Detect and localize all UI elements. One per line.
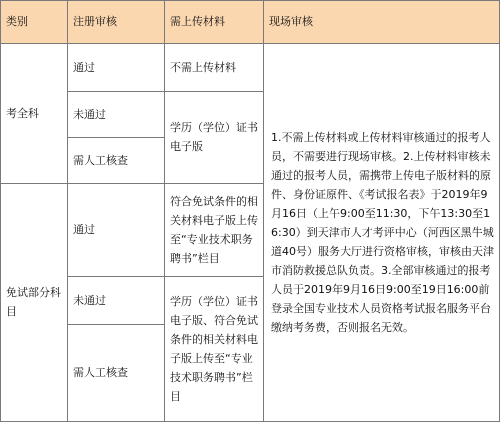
grid-line [67, 0, 68, 422]
grid-line [0, 183, 263, 184]
category-full-subjects: 考全科 [6, 106, 39, 120]
grid-line [164, 0, 165, 422]
grid-line [263, 0, 264, 422]
review-pass: 通过 [73, 60, 95, 74]
header-category: 类别 [6, 15, 28, 28]
grid-line [67, 276, 263, 277]
category-partial-exemption: 免试部分科目 [6, 286, 61, 318]
review-manual-check: 需人工核查 [73, 366, 128, 379]
material-degree-and-exemption-docs: 学历（学位）证书电子版、符合免试条件的相关材料电子版上传至“专业技术职务聘书”栏目 [170, 294, 258, 403]
material-none: 不需上传材料 [170, 60, 236, 74]
grid-line [0, 421, 500, 422]
header-registration-review: 注册审核 [73, 15, 117, 28]
header-onsite-review: 现场审核 [269, 15, 313, 28]
material-exemption-docs: 符合免试条件的相关材料电子版上传至“专业技术职务聘书”栏目 [170, 194, 258, 265]
grid-line [0, 0, 1, 422]
review-manual-check: 需人工核查 [73, 153, 128, 167]
review-fail: 未通过 [73, 107, 106, 121]
grid-line [67, 324, 164, 325]
grid-line [0, 0, 500, 1]
grid-line [67, 137, 164, 138]
material-degree-certificate: 学历（学位）证书电子版 [170, 121, 258, 153]
grid-line [0, 43, 500, 44]
header-required-material: 需上传材料 [170, 15, 225, 28]
review-fail: 未通过 [73, 293, 106, 307]
grid-line [67, 91, 263, 92]
onsite-review-instructions: 1.不需上传材料或上传材料审核通过的报考人员，不需要进行现场审核。2.上传材料审核未通过的报考人员，需携带上传电子版材料的原件、身份证原件、《考试报名表》于2019年9月16日（上午9:00至11:30，下午13:30至16:30）到天津市人才考评中心（河西区黑牛城道40号）服务大厅进行资格审核，审核由天津市消防救援总队负责。3.全部审核通过的报考人员于2019年9月16日9:00至19日16:00前登录全国专业技术人员资格考试报名服务平台缴纳考务费，否则报名无效。 [271, 130, 494, 334]
review-pass: 通过 [73, 223, 95, 236]
